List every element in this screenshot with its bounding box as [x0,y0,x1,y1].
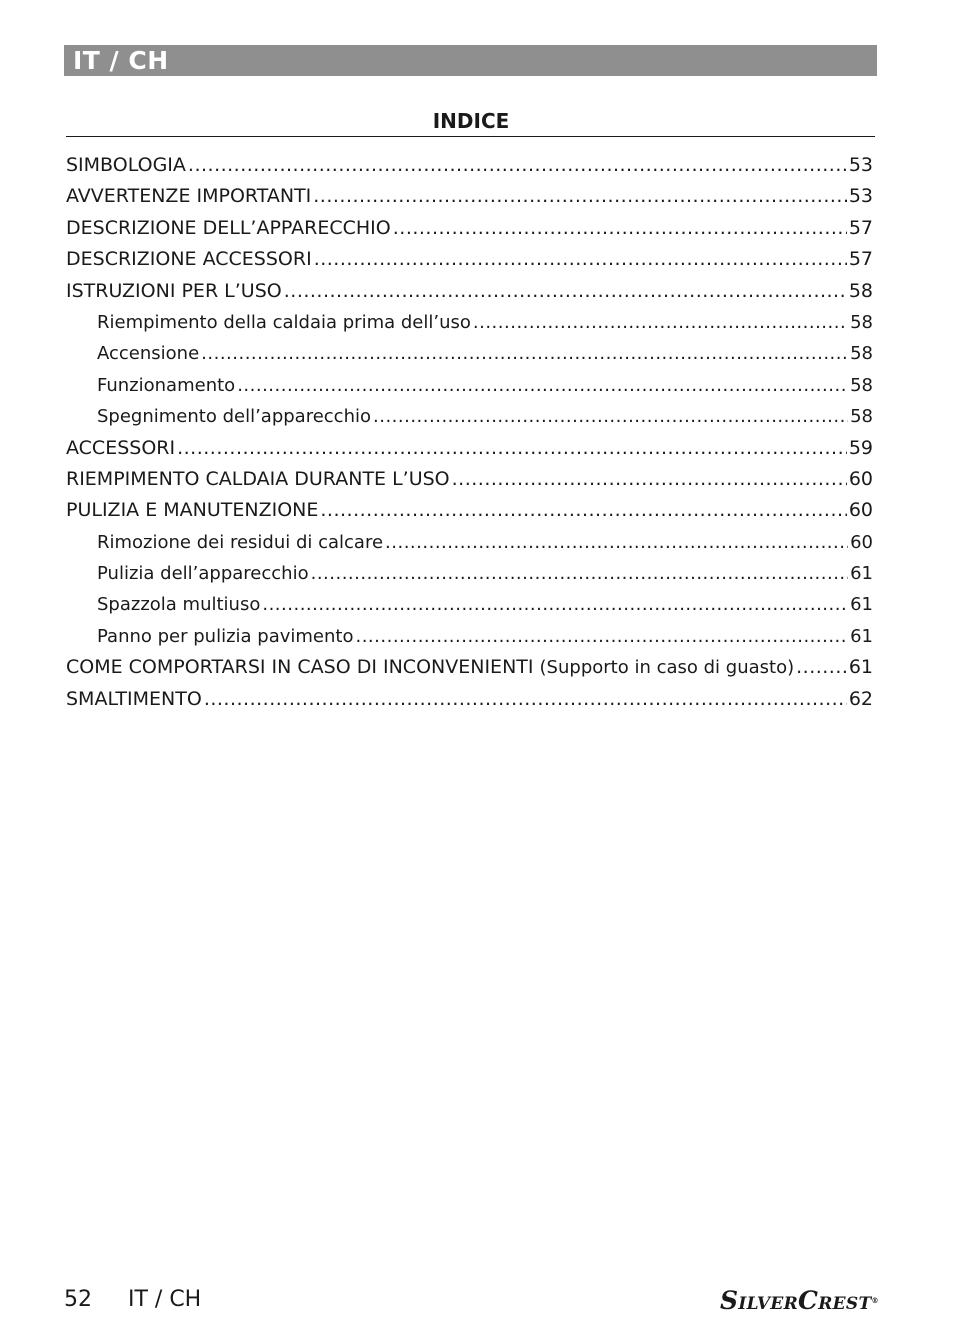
dot-leader [284,276,847,307]
page-number: 52 [64,1287,92,1312]
toc-subentry [66,370,873,401]
toc-subentry [66,558,873,589]
toc-page-number: 61 [850,625,873,647]
toc-entry-title [97,621,353,652]
toc-page-number: 61 [848,656,873,679]
toc-page-number: 58 [850,311,873,333]
toc-entry-label: Spazzola multiuso [97,594,261,616]
toc-entry [66,150,873,181]
toc-page-number: 53 [848,185,873,208]
dot-leader [204,684,847,715]
toc-page-number: 58 [850,406,873,428]
toc-entry [66,464,873,495]
toc-entry-title [66,495,318,526]
toc-entry-label: Accensione [97,343,200,365]
toc-entry-title [97,527,383,558]
toc-entry [66,181,873,212]
dot-leader [311,558,849,589]
toc-entry-label: Rimozione dei residui di calcare [97,531,384,553]
language-label: IT / CH [73,46,169,75]
toc-divider [66,136,875,137]
dot-leader [237,370,848,401]
toc-entry-title [97,370,235,401]
toc-page-number: 58 [850,374,873,396]
dot-leader [177,433,847,464]
toc-title: INDICE [432,109,510,133]
toc-page-number: 57 [848,216,873,239]
toc-subentry [66,307,873,338]
toc-subentry [66,401,873,432]
toc-page-number: 57 [848,248,873,271]
toc-entry-title [97,307,471,338]
toc-entry-title [66,213,391,244]
toc-page-number: 58 [848,279,873,302]
dot-leader [373,401,848,432]
toc-entry [66,684,873,715]
footer-language-label: IT / CH [128,1287,202,1312]
toc-entry-aside: (Supporto in caso di guasto) [539,657,795,679]
toc-entry-title [66,150,186,181]
registered-mark: ® [871,1296,879,1305]
toc-entry-label: COME COMPORTARSI IN CASO DI INCONVENIENTI [66,656,540,679]
toc-subentry [66,338,873,369]
dot-leader [452,464,847,495]
toc-page-number: 58 [850,343,873,365]
toc-page-number: 62 [848,687,873,710]
toc-entry-title [97,558,309,589]
toc-entry-title [66,181,311,212]
toc-entry-label: PULIZIA E MANUTENZIONE [66,499,319,522]
toc-entry [66,433,873,464]
dot-leader [796,652,847,683]
dot-leader [313,181,847,212]
toc-page-number: 53 [848,154,873,176]
toc-entry-label: ISTRUZIONI PER L’USO [66,279,282,302]
toc-entry-label: RIEMPIMENTO CALDAIA DURANTE L’USO [66,467,450,490]
toc-entry-title [66,244,312,275]
toc-subentry [66,589,873,620]
dot-leader [188,150,847,181]
toc-entry-label: Panno per pulizia pavimento [97,625,354,647]
toc-entry [66,652,873,683]
toc-entry-title [66,652,794,683]
toc-page-number: 61 [850,563,873,585]
toc-entry-label: DESCRIZIONE DELL’APPARECCHIO [66,216,391,239]
toc-entry-label: SIMBOLOGIA [66,154,186,176]
toc-entry-title [66,433,175,464]
toc-page-number: 60 [848,499,873,522]
toc-subentry [66,527,873,558]
dot-leader [320,495,846,526]
dot-leader [314,244,847,275]
toc-entry-title [97,401,371,432]
silvercrest-logo [720,1288,879,1317]
toc-page-number: 60 [850,531,873,553]
toc-entry [66,276,873,307]
toc-subentry [66,621,873,652]
toc-entry-title [66,276,282,307]
dot-leader [393,213,847,244]
dot-leader [355,621,848,652]
toc-entry-label: SMALTIMENTO [66,687,202,710]
toc-entry-label: Funzionamento [97,374,236,396]
toc-entry-title [66,684,202,715]
dot-leader [385,527,848,558]
toc-entry-title [97,338,199,369]
toc-entry [66,244,873,275]
toc-list [66,150,873,715]
toc-entry-label: Riempimento della caldaia prima dell’uso [97,311,471,333]
dot-leader [473,307,848,338]
toc-page-number: 61 [850,594,873,616]
toc-page-number: 59 [848,436,873,459]
dot-leader [262,589,848,620]
toc-entry-label: AVVERTENZE IMPORTANTI [66,185,312,208]
brand-word-silver: SILVER [720,1286,799,1315]
toc-entry-label: DESCRIZIONE ACCESSORI [66,248,312,271]
toc-entry [66,495,873,526]
dot-leader [201,338,848,369]
brand-word-crest: CREST [798,1286,872,1315]
toc-page-number: 60 [848,467,873,490]
toc-entry [66,213,873,244]
toc-entry-label: ACCESSORI [66,436,176,459]
toc-entry-label: Spegnimento dell’apparecchio [97,406,371,428]
toc-entry-title [97,589,260,620]
toc-entry-label: Pulizia dell’apparecchio [97,563,309,585]
toc-entry-title [66,464,450,495]
language-header-bar [64,45,877,76]
